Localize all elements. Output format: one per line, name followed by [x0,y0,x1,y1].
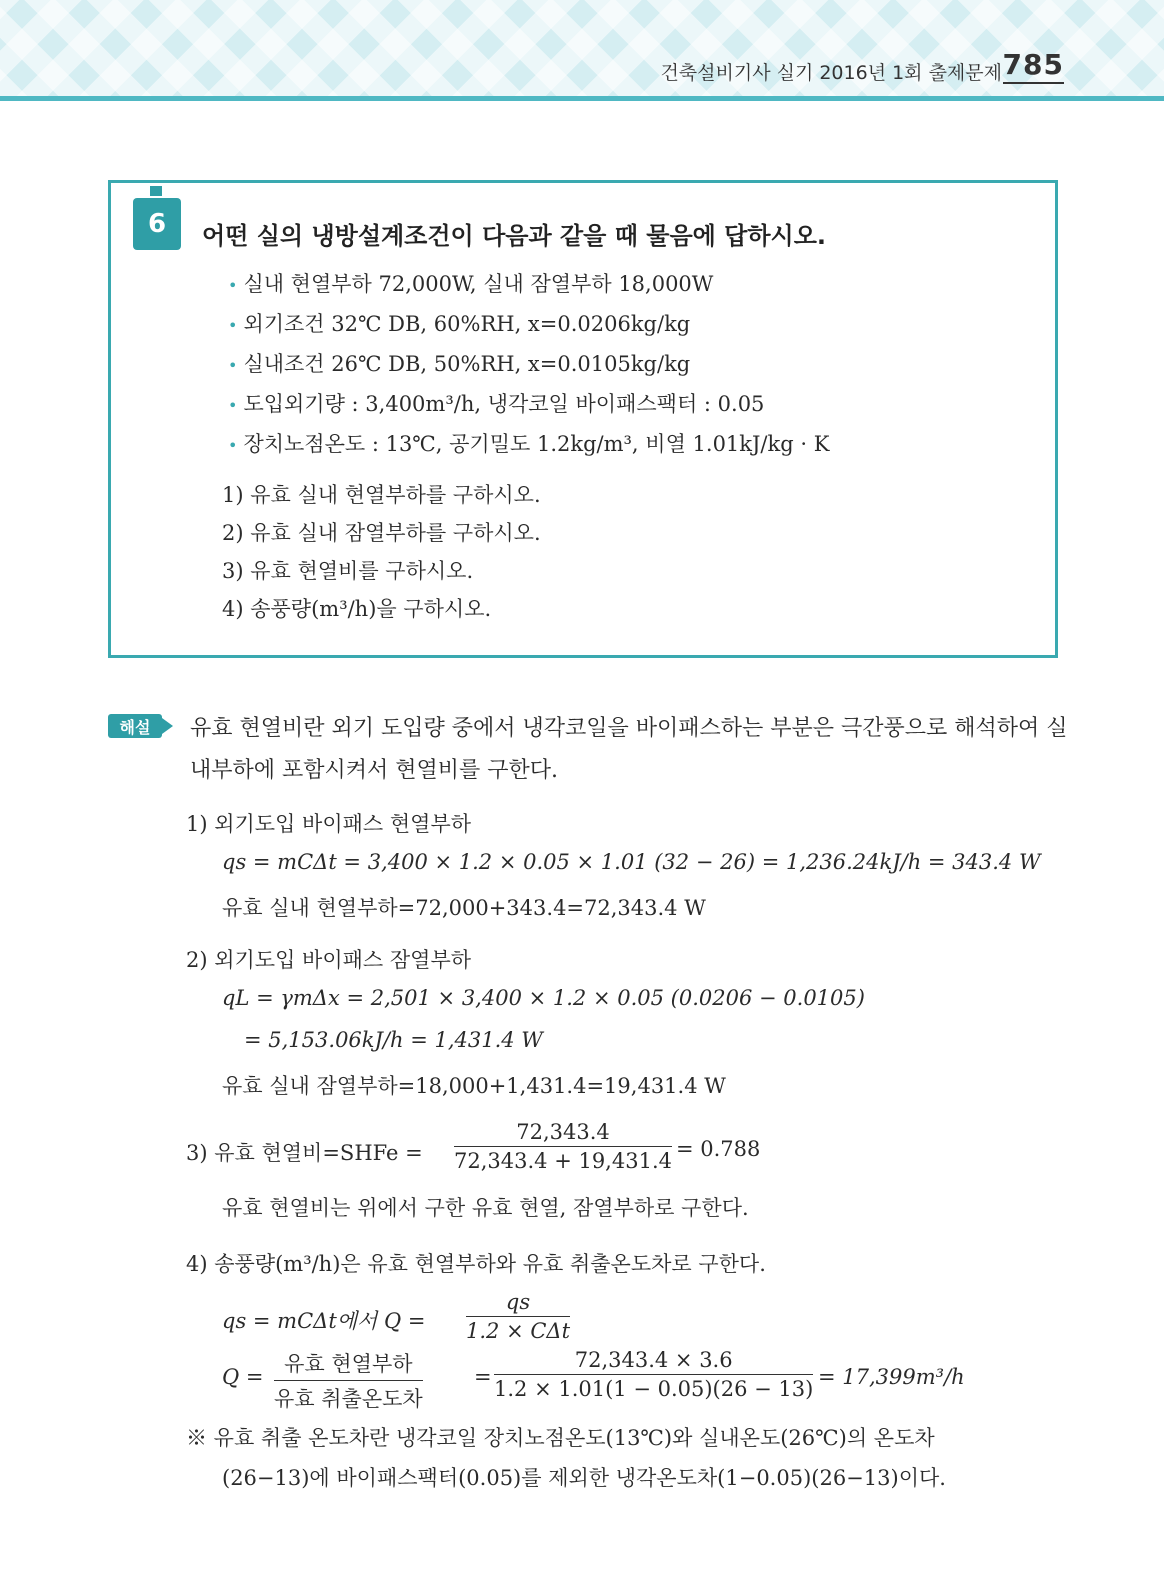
step4-eq1-denominator: 1.2 × CΔt [466,1319,571,1343]
step2-equation-cont: = 5,153.06kJ/h = 1,431.4 W [244,1028,543,1052]
step2-equation: qL = γmΔx = 2,501 × 3,400 × 1.2 × 0.05 (0.0206 − 0.0105) [222,986,865,1010]
step4-eq2-denominator-values: 1.2 × 1.01(1 − 0.05)(26 − 13) [494,1377,814,1401]
step3-numerator: 72,343.4 [454,1120,672,1147]
question-number-badge: 6 [133,198,181,250]
question-title: 어떤 실의 냉방설계조건이 다음과 같을 때 물음에 답하시오. [202,222,827,250]
solution-badge: 해설 [108,714,162,738]
step4-eq2-denominator-words: 유효 취출온도차 [274,1387,423,1411]
running-title: 건축설비기사 실기 2016년 1회 출제문제 [660,62,1002,84]
step4-eq2-fraction-words [274,1348,423,1413]
condition-item: • 실내조건 26℃ DB, 50%RH, x=0.0105kg/kg [228,352,691,376]
step4-eq2-result: = 17,399m³/h [818,1365,965,1389]
step3-label: 3) 유효 현열비=SHFe = [186,1141,423,1165]
condition-list [228,264,829,464]
page-number: 785 [1003,48,1064,84]
step4-eq1-fraction [466,1290,570,1343]
condition-item: • 실내 현열부하 72,000W, 실내 잠열부하 18,000W [228,272,714,296]
sub-question: 1) 유효 실내 현열부하를 구하시오. [222,483,541,507]
bullet-icon: • [228,315,238,335]
sub-question: 2) 유효 실내 잠열부하를 구하시오. [222,521,541,545]
step3-result: = 0.788 [676,1137,761,1161]
step1-result: 유효 실내 현열부하=72,000+343.4=72,343.4 W [222,896,706,920]
step4-eq1-numerator: qs [466,1290,570,1317]
condition-item: • 외기조건 32℃ DB, 60%RH, x=0.0206kg/kg [228,312,691,336]
solution-arrow-icon [162,718,173,734]
bullet-icon: • [228,435,238,455]
bullet-icon: • [228,355,238,375]
step4-eq2-numerator-words: 유효 현열부하 [274,1348,423,1381]
sub-question: 3) 유효 현열비를 구하시오. [222,559,474,583]
step3-note: 유효 현열비는 위에서 구한 유효 현열, 잠열부하로 구한다. [222,1196,749,1220]
bullet-icon: • [228,395,238,415]
step4-eq2-left: Q = [222,1365,264,1389]
sub-question: 4) 송풍량(m³/h)을 구하시오. [222,597,492,621]
solution-intro: 유효 현열비란 외기 도입량 중에서 냉각코일을 바이패스하는 부분은 극간풍으로 해석하여 실내부하에 포함시켜서 현열비를 구한다. [190,716,1068,783]
header-band [0,0,1164,100]
step3-denominator: 72,343.4 + 19,431.4 [454,1149,672,1173]
step3-fraction [454,1120,672,1173]
step4-eq2-numerator-values: 72,343.4 × 3.6 [494,1348,813,1375]
condition-item: • 장치노점온도 : 13℃, 공기밀도 1.2kg/m³, 비열 1.01kJ/kg · K [228,432,830,456]
footnote-line-2: (26−13)에 바이패스팩터(0.05)를 제외한 냉각온도차(1−0.05)(26−13)이다. [222,1466,946,1490]
step2-result: 유효 실내 잠열부하=18,000+1,431.4=19,431.4 W [222,1074,726,1098]
bullet-icon: • [228,275,238,295]
step4-title: 4) 송풍량(m³/h)은 유효 현열부하와 유효 취출온도차로 구한다. [186,1252,766,1276]
step4-eq1-left: qs = mCΔt에서 Q = [222,1309,426,1333]
step4-eq2-equals: = [474,1365,492,1389]
condition-item: • 도입외기량 : 3,400m³/h, 냉각코일 바이패스팩터 : 0.05 [228,392,765,416]
question-number-tab [150,186,162,196]
header-divider [0,96,1164,101]
footnote-line-1: ※ 유효 취출 온도차란 냉각코일 장치노점온도(13℃)와 실내온도(26℃)의 온도차 [186,1426,935,1450]
step1-equation: qs = mCΔt = 3,400 × 1.2 × 0.05 × 1.01 (32 − 26) = 1,236.24kJ/h = 343.4 W [222,850,1041,874]
step2-title: 2) 외기도입 바이패스 잠열부하 [186,948,472,972]
sub-question-list [222,476,541,628]
step1-title: 1) 외기도입 바이패스 현열부하 [186,812,472,836]
step4-eq2-fraction-values [494,1348,813,1401]
